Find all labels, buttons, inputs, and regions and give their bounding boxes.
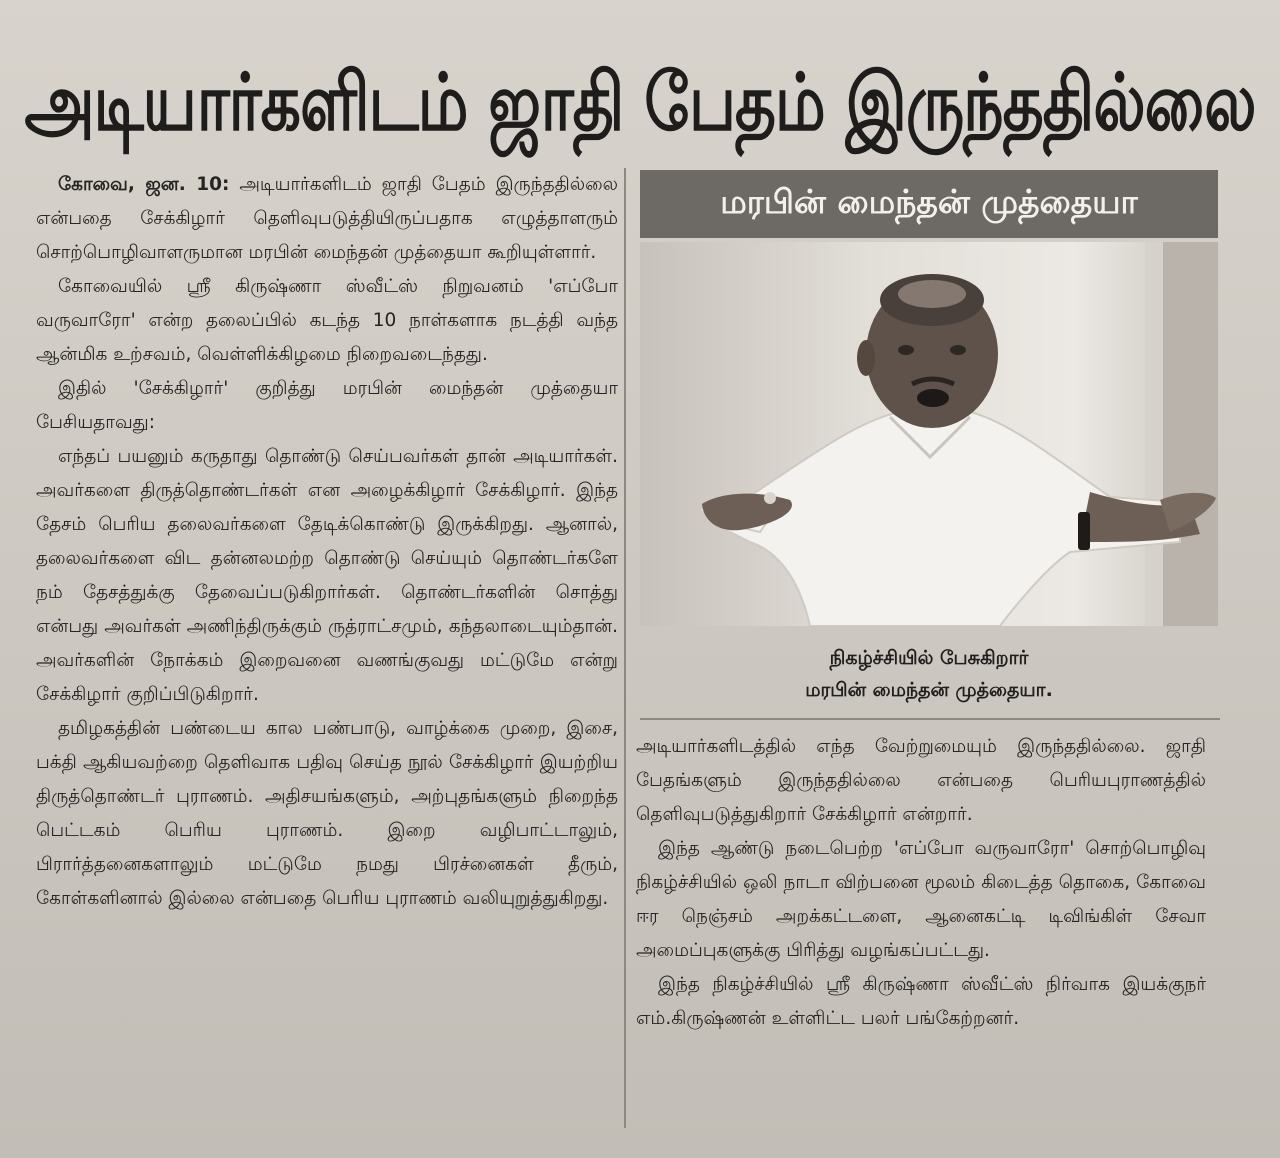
caption-line-2: மரபின் மைந்தன் முத்தையா. [805, 679, 1053, 701]
speaker-name-banner: மரபின் மைந்தன் முத்தையா [640, 170, 1218, 238]
photo-caption [640, 642, 1218, 706]
article-paragraph: அடியார்களிடத்தில் எந்த வேற்றுமையும் இருந்ததில்லை. ஜாதி பேதங்களும் இருந்ததில்லை என்பதை பெரியபுராணத்தில் தெளிவுபடுத்துகிறார் சேக்கிழார் என்றார். [636, 736, 1206, 825]
article-paragraph: எந்தப் பயனும் கருதாது தொண்டு செய்பவர்கள் தான் அடியார்கள். அவர்களை திருத்தொண்டர்கள் என அழைக்கிழார் சேக்கிழார். இந்த தேசம் பெரிய தலைவர்களை தேடிக்கொண்டு இருக்கிறது. ஆனால், தலைவர்களை விட தன்னலமற்ற தொண்டு செய்யும் தொண்டர்களே நம் தேசத்துக்கு தேவைப்படுகிறார்கள். தொண்டர்களின் சொத்து என்பது அவர்கள் அணிந்திருக்கும் ருத்ராட்சமும், கந்தலாடையும்தான். அவர்களின் நோக்கம் இறைவனை வணங்குவது மட்டுமே என்று சேக்கிழார் குறிப்பிடுகிறார். [36, 446, 618, 705]
caption-divider [640, 718, 1220, 720]
lead-text: அடியார்களிடம் ஜாதி பேதம் இருந்ததில்லை என்பதை சேக்கிழார் தெளிவுபடுத்தியிருப்பதாக எழுத்தாளரும் சொற்பொழிவாளருமான மரபின் மைந்தன் முத்தையா கூறியுள்ளார். [36, 174, 619, 263]
headline: அடியார்களிடம் ஜாதி பேதம் இருந்ததில்லை [24, 56, 1256, 148]
caption-line-1: நிகழ்ச்சியில் பேசுகிறார் [829, 647, 1029, 669]
article-left-column [36, 168, 618, 1148]
speaker-photo [640, 242, 1218, 626]
article-paragraph: தமிழகத்தின் பண்டைய கால பண்பாடு, வாழ்க்கை முறை, இசை, பக்தி ஆகியவற்றை தெளிவாக பதிவு செய்த நூல் சேக்கிழார் இயற்றிய திருத்தொண்டர் புராணம். அதிசயங்களும், அற்புதங்களும் நிறைந்த பெட்டகம் பெரிய புராணம். இறை வழிபாட்டாலும், பிரார்த்தனைகளாலும் மட்டுமே நமது பிரச்னைகள் தீரும், கோள்களினால் இல்லை என்பதை பெரிய புராணம் வலியுறுத்துகிறது. [36, 718, 618, 909]
column-divider [624, 168, 626, 1128]
dateline: கோவை, ஜன. 10: [58, 174, 230, 195]
article-paragraph: கோவையில் ஸ்ரீ கிருஷ்ணா ஸ்வீட்ஸ் நிறுவனம் 'எப்போ வருவாரோ' என்ற தலைப்பில் கடந்த 10 நாள்களாக நடத்தி வந்த ஆன்மிக உற்சவம், வெள்ளிக்கிழமை நிறைவடைந்தது. [36, 276, 618, 365]
article-right-column [636, 730, 1206, 1130]
lead-paragraph [36, 168, 618, 270]
article-paragraph: இந்த ஆண்டு நடைபெற்ற 'எப்போ வருவாரோ' சொற்பொழிவு நிகழ்ச்சியில் ஒலி நாடா விற்பனை மூலம் கிடைத்த தொகை, கோவை ஈர நெஞ்சம் அறக்கட்டளை, ஆனைகட்டி டிவிங்கிள் சேவா அமைப்புகளுக்கு பிரித்து வழங்கப்பட்டது. [636, 838, 1206, 961]
speaker-illustration [640, 242, 1218, 626]
article-paragraph: இதில் 'சேக்கிழார்' குறித்து மரபின் மைந்தன் முத்தையா பேசியதாவது: [36, 378, 618, 433]
article-paragraph: இந்த நிகழ்ச்சியில் ஸ்ரீ கிருஷ்ணா ஸ்வீட்ஸ் நிர்வாக இயக்குநர் எம்.கிருஷ்ணன் உள்ளிட்ட பலர் பங்கேற்றனர். [636, 974, 1206, 1029]
